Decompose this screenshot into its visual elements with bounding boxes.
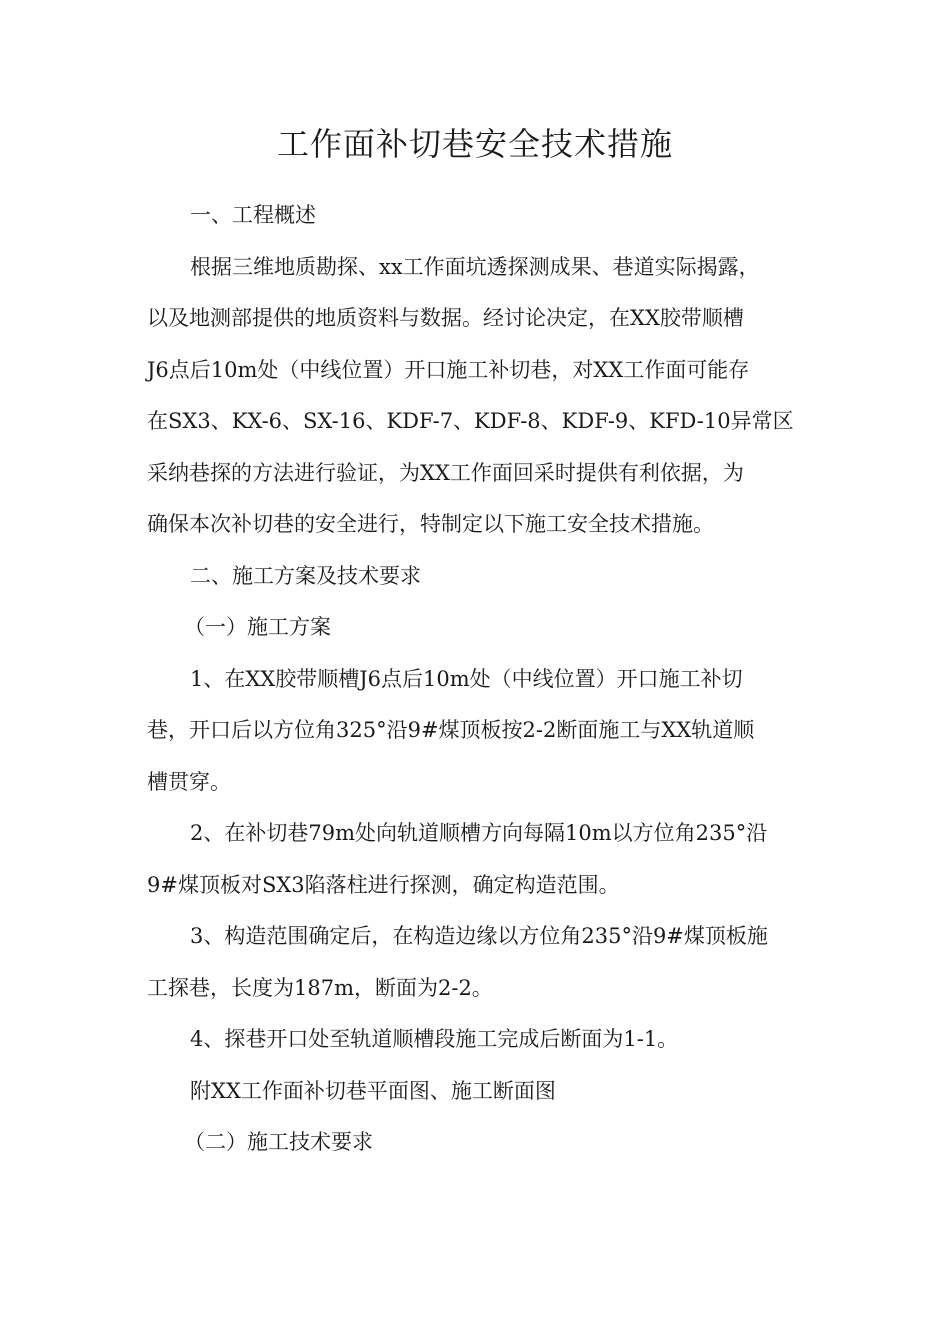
paragraph-line: 在SX3、KX-6、SX-16、KDF-7、KDF-8、KDF-9、KFD-10异常区: [147, 409, 794, 433]
paragraph-line: 以及地测部提供的地质资料与数据。经讨论决定，在XX胶带顺槽: [147, 306, 744, 330]
list-item-line: 2、在补切巷79m处向轨道顺槽方向每隔10m以方位角235°沿: [190, 821, 768, 845]
list-item-line: 4、探巷开口处至轨道顺槽段施工完成后断面为1-1。: [190, 1027, 679, 1051]
list-item-line: 1、在XX胶带顺槽J6点后10m处（中线位置）开口施工补切: [190, 667, 743, 691]
list-item-line: 槽贯穿。: [147, 770, 231, 794]
section-heading-plan: 二、施工方案及技术要求: [190, 564, 421, 588]
subsection-heading-requirements: （二）施工技术要求: [184, 1130, 373, 1154]
document-title: 工作面补切巷安全技术措施: [276, 125, 673, 163]
paragraph-line: J6点后10m处（中线位置）开口施工补切巷，对XX工作面可能存: [147, 358, 750, 382]
paragraph-line: 确保本次补切巷的安全进行，特制定以下施工安全技术措施。: [147, 512, 714, 536]
paragraph-line: 根据三维地质勘探、xx工作面坑透探测成果、巷道实际揭露，: [190, 255, 760, 279]
list-item-line: 工探巷，长度为187m，断面为2-2。: [147, 976, 493, 1000]
attachment-note: 附XX工作面补切巷平面图、施工断面图: [190, 1079, 556, 1103]
list-item-line: 巷，开口后以方位角325°沿9#煤顶板按2-2断面施工与XX轨道顺: [147, 718, 755, 742]
section-heading-overview: 一、工程概述: [190, 203, 316, 227]
subsection-heading-plan: （一）施工方案: [184, 615, 331, 639]
list-item-line: 9#煤顶板对SX3陷落柱进行探测，确定构造范围。: [147, 873, 620, 897]
list-item-line: 3、构造范围确定后，在构造边缘以方位角235°沿9#煤顶板施: [190, 924, 768, 948]
paragraph-line: 采纳巷探的方法进行验证，为XX工作面回采时提供有利依据，为: [147, 461, 744, 485]
